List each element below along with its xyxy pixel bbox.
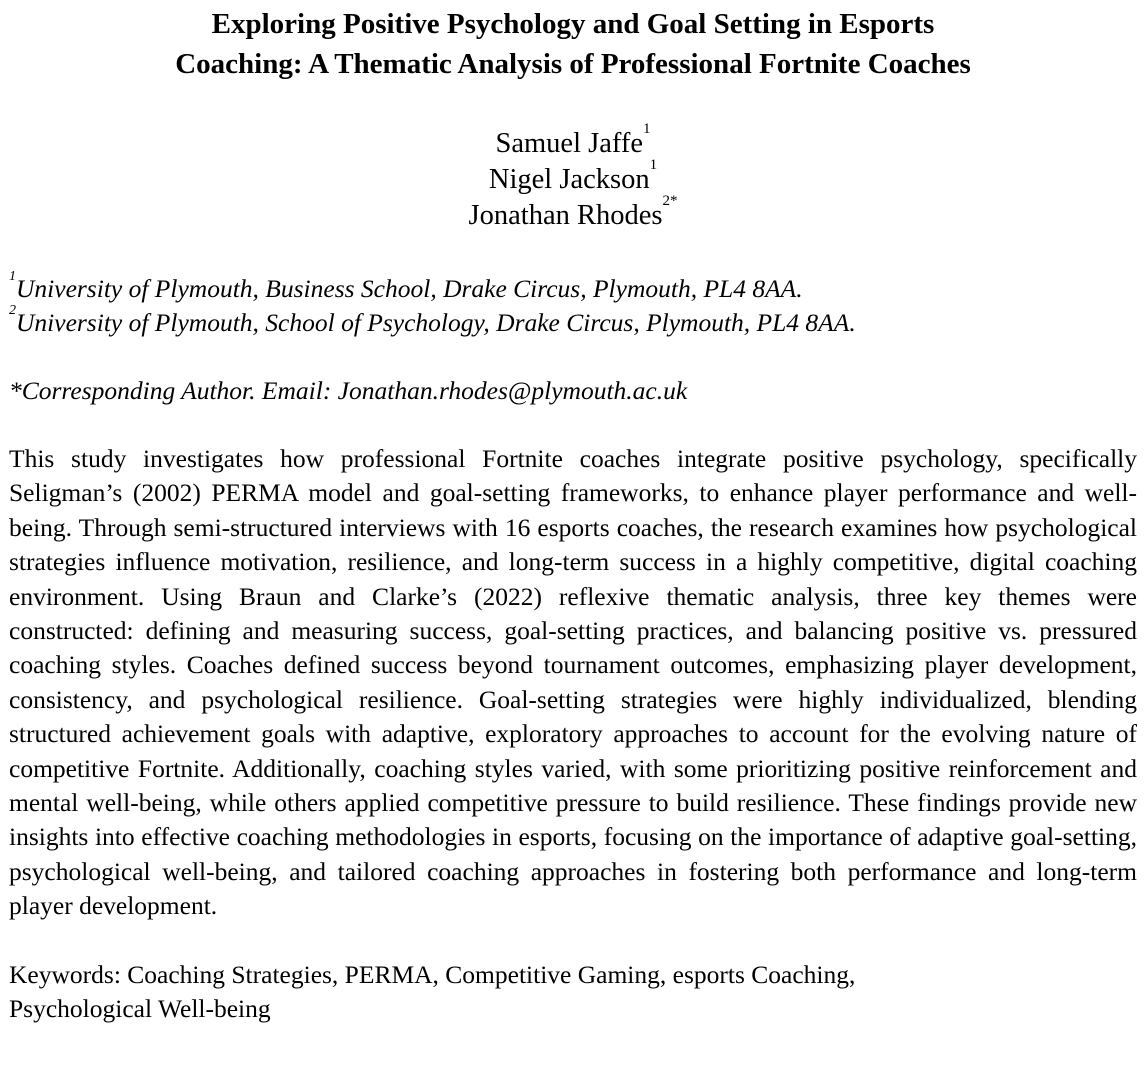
author [9,121,1137,162]
keywords [9,958,1137,1027]
title-line-2: Coaching: A Thematic Analysis of Professional Fortnite Coaches [175,48,971,80]
author-name: Samuel Jaffe [495,128,643,159]
corresponding-author: *Corresponding Author. Email: Jonathan.rhodes@plymouth.ac.uk [9,376,688,405]
affiliation-mark: 1 [642,121,651,137]
affiliation-list [9,269,1137,340]
keywords-line-1: Keywords: Coaching Strategies, PERMA, Competitive Gaming, esports Coaching, [9,959,856,989]
affiliation-text: University of Plymouth, School of Psychology, Drake Circus, Plymouth, PL4 8AA. [16,308,856,337]
affiliation-mark: 2 [9,303,16,318]
abstract-paragraph: This study investigates how professional Fortnite coaches integrate positive psychology, specifically Seligman’s (2002) PERMA model and goal-setting frameworks, to enhance player performance and well-being. Through semi-structured interviews with 16 esports coaches, the research examines how psychological strategies influence motivation, resilience, and long-term success in a highly competitive, digital coaching environment. Using Braun and Clarke’s (2022) reflexive thematic analysis, three key themes were constructed: defining and measuring success, goal-setting practices, and balancing positive vs. pressured coaching styles. Coaches defined success beyond tournament outcomes, emphasizing player development, consistency, and psychological resilience. Goal-setting strategies were highly individualized, blending structured achievement goals with adaptive, exploratory approaches to account for the evolving nature of competitive Fortnite. Additionally, coaching styles varied, with some prioritizing positive reinforcement and mental well-being, while others applied competitive pressure to build resilience. These findings provide new insights into effective coaching methodologies in esports, focusing on the importance of adaptive goal-setting, psychological well-being, and tailored coaching approaches in fostering both performance and long-term player development. [9,444,1137,921]
title-line-1: Exploring Positive Psychology and Goal Setting in Esports [211,8,935,40]
affiliation [9,303,1137,340]
author [9,157,1137,198]
author-name: Nigel Jackson [488,164,650,195]
keywords-line-2: Psychological Well-being [9,994,271,1024]
author-name: Jonathan Rhodes [468,200,663,231]
paper-title [9,4,1137,84]
affiliation-mark: 1 [9,269,16,284]
affiliation-mark: 2* [662,193,678,209]
author-list [9,121,1137,234]
affiliation [9,269,1137,306]
paper-page [0,4,1147,1076]
author [9,193,1137,234]
affiliation-text: University of Plymouth, Business School, Drake Circus, Plymouth, PL4 8AA. [16,274,803,303]
affiliation-mark: 1 [649,157,658,173]
